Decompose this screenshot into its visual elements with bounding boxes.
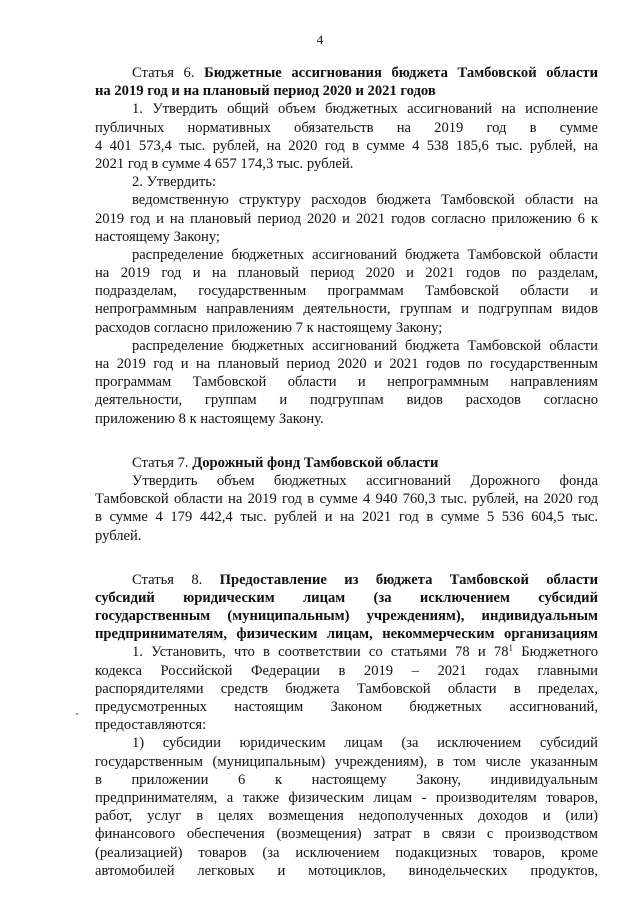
- paragraph-line: в сумме 4 179 442,4 тыс. рублей и на 2021 год в сумме 5 536 604,5 тыс.: [95, 509, 598, 526]
- article-8-title-cont: государственным (муниципальным) учреждениям), индивидуальным: [95, 608, 598, 625]
- paragraph-line: подразделам, государственным программам Тамбовской области и: [95, 283, 598, 300]
- article-8-heading-cont: [95, 589, 598, 607]
- article-7-heading: [95, 454, 598, 472]
- paragraph-text: 1. Установить, что в соответствии со статьями 78 и 78: [132, 644, 509, 661]
- paragraph-line: на 2019 год и на плановый период 2020 и 2021 годов по разделам,: [95, 265, 598, 282]
- paragraph-line: настоящему Закону;: [95, 228, 220, 245]
- paragraph-line: предусмотренных настоящим Законом бюджетных ассигнований,: [95, 699, 598, 715]
- paragraph-text: Бюджетного: [513, 644, 598, 661]
- article-6-heading-cont: [95, 82, 598, 100]
- paragraph-line: непрограммным направлениям деятельности, группам и подгруппам видов: [95, 301, 598, 318]
- paragraph-line: 2021 год в сумме 4 657 174,3 тыс. рублей.: [95, 155, 354, 172]
- paragraph-line: распорядителями средств бюджета Тамбовской области в пределах,: [95, 680, 598, 697]
- article-6: [95, 64, 598, 428]
- paragraph-line: на 2019 год и на плановый период 2020 и 2021 годов по государственным: [95, 356, 598, 372]
- article-8-heading-cont: [95, 607, 598, 625]
- paragraph-line: рублей.: [95, 527, 142, 544]
- paragraph-line: Утвердить объем бюджетных ассигнований Дорожного фонда: [132, 472, 598, 489]
- article-8-title: Предоставление из бюджета Тамбовской области: [219, 571, 598, 588]
- paragraph-line: 2. Утвердить:: [132, 174, 217, 191]
- ink-dot: [76, 713, 78, 715]
- paragraph-line: программам Тамбовской области и непрограммным направлениям: [95, 374, 598, 391]
- article-7: [95, 454, 598, 545]
- paragraph-line: 1. Утвердить общий объем бюджетных ассигнований на исполнение: [132, 101, 598, 118]
- paragraph-line: 4 401 573,4 тыс. рублей, на 2020 год в сумме 4 538 185,6 тыс. рублей, на: [95, 137, 598, 154]
- paragraph-line: Тамбовской области на 2019 год в сумме 4 940 760,3 тыс. рублей, на 2020 год: [95, 491, 598, 508]
- article-8-heading: [95, 571, 598, 589]
- paragraph-line: распределение бюджетных ассигнований бюджета Тамбовской области: [132, 246, 598, 263]
- article-8-heading-cont: [95, 625, 598, 643]
- paragraph-line: (реализацией) товаров (за исключением подакцизных товаров, кроме: [95, 844, 598, 861]
- paragraph-line: государственным (муниципальным) учреждениям), в том числе указанным: [95, 753, 598, 770]
- paragraph-line: [95, 643, 598, 661]
- paragraph-line: автомобилей легковых и мотоциклов, винодельческих продуктов,: [95, 862, 598, 879]
- paragraph-line: распределение бюджетных ассигнований бюджета Тамбовской области: [132, 337, 598, 354]
- article-6-heading: [95, 64, 598, 82]
- paragraph-line: предоставляются:: [95, 717, 207, 734]
- paragraph-line: деятельности, группам и подгруппам видов расходов согласно: [95, 392, 598, 409]
- paragraph-line: расходов согласно приложению 7 к настоящему Закону;: [95, 319, 443, 336]
- page-number: 4: [316, 32, 324, 47]
- paragraph-line: 1) субсидии юридическим лицам (за исключением субсидий: [132, 735, 598, 752]
- paragraph-line: предпринимателям, а также физическим лицам - производителям товаров,: [95, 789, 598, 806]
- paragraph-line: в приложении 6 к настоящему Закону, индивидуальным: [95, 771, 598, 788]
- superscript: 1: [508, 643, 514, 654]
- article-6-title-cont: на 2019 год и на плановый период 2020 и 2021 годов: [95, 83, 436, 100]
- article-8-label: Статья 8.: [132, 571, 220, 588]
- spacer: [95, 563, 598, 571]
- article-8-title-cont: субсидий юридическим лицам (за исключением субсидий: [95, 589, 598, 606]
- paragraph-line: приложению 8 к настоящему Закону.: [95, 410, 324, 427]
- paragraph-line: 2019 год и на плановый период 2020 и 2021 годов согласно приложению 6 к: [95, 210, 598, 227]
- spacer: [95, 545, 598, 563]
- article-6-title: Бюджетные ассигнования бюджета Тамбовской области: [204, 65, 598, 81]
- paragraph-line: финансового обеспечения (возмещения) затрат в связи с производством: [95, 826, 598, 843]
- spacer: [95, 428, 598, 446]
- paragraph-line: кодекса Российской Федерации в 2019 – 2021 годах главными: [95, 662, 598, 679]
- paragraph-line: работ, услуг в целях возмещения недополученных доходов и (или): [95, 808, 598, 825]
- paragraph-line: публичных нормативных обязательств на 2019 год в сумме: [95, 119, 598, 136]
- article-6-label: Статья 6.: [132, 65, 205, 81]
- article-8-title-cont: предпринимателям, физическим лицам, некоммерческим организациям: [95, 626, 598, 643]
- paragraph-line: ведомственную структуру расходов бюджета Тамбовской области на: [132, 192, 598, 209]
- article-7-label: Статья 7.: [132, 454, 193, 471]
- article-8: [95, 571, 598, 880]
- article-7-title: Дорожный фонд Тамбовской области: [192, 454, 439, 471]
- document-body: [95, 64, 598, 880]
- spacer: [95, 446, 598, 454]
